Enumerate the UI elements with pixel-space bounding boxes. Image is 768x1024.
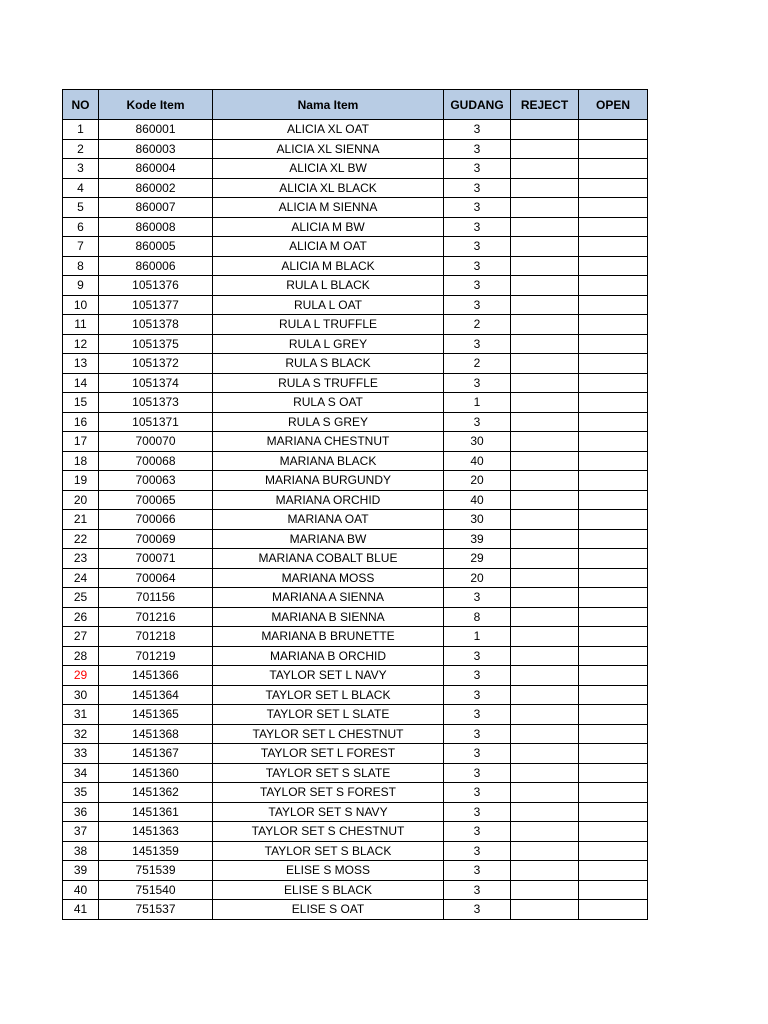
table-row [63,451,648,471]
cell-open [579,607,648,627]
cell-reject [511,295,579,315]
cell-no: 41 [63,900,99,920]
cell-no: 12 [63,334,99,354]
cell-reject [511,490,579,510]
cell-nama-item: RULA L GREY [213,334,444,354]
cell-nama-item: MARIANA BLACK [213,451,444,471]
cell-kode-item: 1451361 [99,802,213,822]
cell-no: 39 [63,861,99,881]
table-row [63,666,648,686]
cell-reject [511,783,579,803]
cell-kode-item: 860004 [99,159,213,179]
cell-nama-item: ALICIA XL BW [213,159,444,179]
table-row [63,646,648,666]
table-row [63,373,648,393]
cell-no: 20 [63,490,99,510]
table-row [63,490,648,510]
table-row [63,432,648,452]
cell-gudang: 29 [444,549,511,569]
table-row [63,159,648,179]
cell-reject [511,120,579,140]
cell-reject [511,588,579,608]
cell-nama-item: TAYLOR SET S SLATE [213,763,444,783]
cell-gudang: 8 [444,607,511,627]
cell-nama-item: TAYLOR SET L NAVY [213,666,444,686]
cell-no: 29 [63,666,99,686]
cell-kode-item: 1451367 [99,744,213,764]
cell-gudang: 2 [444,315,511,335]
cell-gudang: 3 [444,861,511,881]
cell-nama-item: ALICIA M BLACK [213,256,444,276]
cell-gudang: 3 [444,666,511,686]
cell-reject [511,256,579,276]
cell-open [579,295,648,315]
cell-open [579,880,648,900]
cell-reject [511,217,579,237]
cell-open [579,529,648,549]
cell-open [579,744,648,764]
cell-no: 27 [63,627,99,647]
cell-kode-item: 1451362 [99,783,213,803]
cell-nama-item: RULA S OAT [213,393,444,413]
cell-nama-item: ALICIA M SIENNA [213,198,444,218]
cell-no: 30 [63,685,99,705]
header-row [63,90,648,120]
cell-no: 14 [63,373,99,393]
table-row [63,802,648,822]
cell-open [579,432,648,452]
cell-reject [511,568,579,588]
cell-gudang: 3 [444,120,511,140]
cell-reject [511,412,579,432]
cell-reject [511,198,579,218]
cell-nama-item: TAYLOR SET L BLACK [213,685,444,705]
cell-gudang: 1 [444,627,511,647]
cell-reject [511,841,579,861]
cell-open [579,802,648,822]
cell-kode-item: 701156 [99,588,213,608]
cell-no: 3 [63,159,99,179]
cell-open [579,237,648,257]
cell-no: 11 [63,315,99,335]
cell-gudang: 3 [444,295,511,315]
cell-gudang: 1 [444,393,511,413]
cell-nama-item: MARIANA BURGUNDY [213,471,444,491]
cell-open [579,198,648,218]
table-row [63,315,648,335]
cell-gudang: 3 [444,685,511,705]
cell-open [579,900,648,920]
cell-gudang: 3 [444,880,511,900]
cell-kode-item: 1451360 [99,763,213,783]
cell-gudang: 3 [444,646,511,666]
cell-no: 40 [63,880,99,900]
cell-kode-item: 860005 [99,237,213,257]
cell-open [579,471,648,491]
cell-nama-item: ELISE S BLACK [213,880,444,900]
cell-no: 37 [63,822,99,842]
cell-gudang: 3 [444,744,511,764]
cell-gudang: 3 [444,237,511,257]
header-no: NO [63,90,99,120]
cell-gudang: 3 [444,763,511,783]
cell-open [579,393,648,413]
cell-gudang: 39 [444,529,511,549]
inventory-table [62,89,648,920]
cell-reject [511,666,579,686]
table-row [63,763,648,783]
cell-nama-item: ALICIA M OAT [213,237,444,257]
table-row [63,237,648,257]
cell-reject [511,393,579,413]
cell-open [579,783,648,803]
header-gudang: GUDANG [444,90,511,120]
table-row [63,393,648,413]
cell-reject [511,451,579,471]
cell-open [579,724,648,744]
cell-gudang: 30 [444,432,511,452]
cell-nama-item: MARIANA ORCHID [213,490,444,510]
cell-reject [511,373,579,393]
cell-gudang: 3 [444,178,511,198]
cell-kode-item: 700065 [99,490,213,510]
table-row [63,685,648,705]
cell-kode-item: 700063 [99,471,213,491]
cell-open [579,763,648,783]
cell-open [579,276,648,296]
cell-nama-item: TAYLOR SET S FOREST [213,783,444,803]
header-kode-item: Kode Item [99,90,213,120]
cell-nama-item: TAYLOR SET L FOREST [213,744,444,764]
cell-nama-item: RULA S TRUFFLE [213,373,444,393]
table-row [63,783,648,803]
cell-gudang: 20 [444,568,511,588]
cell-reject [511,705,579,725]
cell-open [579,256,648,276]
cell-reject [511,159,579,179]
cell-reject [511,237,579,257]
cell-reject [511,646,579,666]
cell-nama-item: MARIANA A SIENNA [213,588,444,608]
cell-gudang: 3 [444,198,511,218]
cell-open [579,588,648,608]
table-header [63,90,648,120]
cell-gudang: 3 [444,802,511,822]
cell-no: 19 [63,471,99,491]
table-row [63,900,648,920]
cell-kode-item: 1451365 [99,705,213,725]
cell-gudang: 30 [444,510,511,530]
cell-kode-item: 860001 [99,120,213,140]
cell-no: 28 [63,646,99,666]
cell-reject [511,763,579,783]
cell-open [579,861,648,881]
cell-no: 32 [63,724,99,744]
cell-kode-item: 1451364 [99,685,213,705]
cell-no: 38 [63,841,99,861]
cell-open [579,822,648,842]
cell-kode-item: 1051376 [99,276,213,296]
cell-kode-item: 701216 [99,607,213,627]
cell-gudang: 3 [444,412,511,432]
cell-no: 31 [63,705,99,725]
cell-open [579,510,648,530]
cell-no: 13 [63,354,99,374]
cell-no: 21 [63,510,99,530]
cell-kode-item: 1051378 [99,315,213,335]
cell-no: 23 [63,549,99,569]
header-reject: REJECT [511,90,579,120]
table-row [63,822,648,842]
cell-open [579,412,648,432]
cell-open [579,705,648,725]
cell-gudang: 3 [444,841,511,861]
cell-nama-item: MARIANA B SIENNA [213,607,444,627]
cell-open [579,139,648,159]
cell-nama-item: RULA L BLACK [213,276,444,296]
cell-nama-item: RULA S BLACK [213,354,444,374]
table-row [63,276,648,296]
table-row [63,880,648,900]
table-row [63,607,648,627]
cell-no: 9 [63,276,99,296]
cell-no: 16 [63,412,99,432]
cell-kode-item: 1451366 [99,666,213,686]
cell-kode-item: 1051372 [99,354,213,374]
cell-open [579,685,648,705]
cell-gudang: 40 [444,490,511,510]
cell-kode-item: 701218 [99,627,213,647]
table-row [63,841,648,861]
cell-gudang: 20 [444,471,511,491]
table-row [63,510,648,530]
cell-gudang: 3 [444,900,511,920]
cell-nama-item: TAYLOR SET L SLATE [213,705,444,725]
cell-kode-item: 700069 [99,529,213,549]
cell-nama-item: TAYLOR SET S CHESTNUT [213,822,444,842]
table-row [63,198,648,218]
cell-kode-item: 700064 [99,568,213,588]
cell-kode-item: 1451368 [99,724,213,744]
cell-kode-item: 751539 [99,861,213,881]
table-row [63,549,648,569]
cell-nama-item: RULA S GREY [213,412,444,432]
cell-gudang: 3 [444,256,511,276]
cell-nama-item: ELISE S MOSS [213,861,444,881]
cell-no: 15 [63,393,99,413]
cell-reject [511,685,579,705]
cell-open [579,451,648,471]
cell-no: 36 [63,802,99,822]
cell-gudang: 3 [444,705,511,725]
cell-open [579,627,648,647]
table-row [63,568,648,588]
cell-no: 6 [63,217,99,237]
header-nama-item: Nama Item [213,90,444,120]
cell-reject [511,139,579,159]
table-row [63,217,648,237]
cell-reject [511,315,579,335]
cell-nama-item: MARIANA B ORCHID [213,646,444,666]
table-row [63,588,648,608]
cell-no: 1 [63,120,99,140]
cell-no: 35 [63,783,99,803]
cell-open [579,217,648,237]
cell-kode-item: 751540 [99,880,213,900]
table-row [63,354,648,374]
cell-no: 25 [63,588,99,608]
cell-kode-item: 860003 [99,139,213,159]
cell-kode-item: 1051374 [99,373,213,393]
cell-kode-item: 701219 [99,646,213,666]
cell-nama-item: TAYLOR SET S BLACK [213,841,444,861]
cell-gudang: 3 [444,822,511,842]
cell-no: 2 [63,139,99,159]
cell-gudang: 3 [444,373,511,393]
header-open: OPEN [579,90,648,120]
cell-kode-item: 1051373 [99,393,213,413]
cell-nama-item: ELISE S OAT [213,900,444,920]
cell-reject [511,178,579,198]
table-row [63,744,648,764]
cell-no: 33 [63,744,99,764]
cell-no: 22 [63,529,99,549]
cell-nama-item: MARIANA B BRUNETTE [213,627,444,647]
table-row [63,705,648,725]
cell-open [579,666,648,686]
cell-reject [511,549,579,569]
cell-kode-item: 751537 [99,900,213,920]
cell-kode-item: 1051377 [99,295,213,315]
cell-no: 18 [63,451,99,471]
cell-kode-item: 700066 [99,510,213,530]
cell-nama-item: ALICIA XL OAT [213,120,444,140]
cell-nama-item: ALICIA XL BLACK [213,178,444,198]
cell-kode-item: 860008 [99,217,213,237]
cell-kode-item: 700071 [99,549,213,569]
table-row [63,529,648,549]
table-row [63,471,648,491]
cell-reject [511,529,579,549]
cell-reject [511,724,579,744]
table-row [63,139,648,159]
cell-reject [511,744,579,764]
cell-kode-item: 860002 [99,178,213,198]
table-row [63,295,648,315]
cell-open [579,373,648,393]
cell-nama-item: MARIANA CHESTNUT [213,432,444,452]
cell-gudang: 3 [444,783,511,803]
table-row [63,724,648,744]
cell-nama-item: ALICIA M BW [213,217,444,237]
cell-reject [511,510,579,530]
cell-gudang: 40 [444,451,511,471]
cell-nama-item: TAYLOR SET L CHESTNUT [213,724,444,744]
cell-no: 10 [63,295,99,315]
cell-open [579,178,648,198]
cell-reject [511,822,579,842]
cell-reject [511,900,579,920]
cell-open [579,549,648,569]
cell-kode-item: 700070 [99,432,213,452]
cell-open [579,354,648,374]
cell-nama-item: MARIANA OAT [213,510,444,530]
cell-nama-item: RULA L TRUFFLE [213,315,444,335]
cell-open [579,315,648,335]
cell-reject [511,276,579,296]
table-row [63,256,648,276]
cell-nama-item: TAYLOR SET S NAVY [213,802,444,822]
cell-kode-item: 1451359 [99,841,213,861]
cell-nama-item: ALICIA XL SIENNA [213,139,444,159]
cell-reject [511,880,579,900]
cell-gudang: 3 [444,588,511,608]
cell-nama-item: MARIANA BW [213,529,444,549]
cell-gudang: 3 [444,334,511,354]
cell-no: 7 [63,237,99,257]
cell-no: 5 [63,198,99,218]
cell-reject [511,354,579,374]
cell-gudang: 3 [444,724,511,744]
cell-kode-item: 700068 [99,451,213,471]
cell-gudang: 2 [444,354,511,374]
cell-reject [511,334,579,354]
table-body [63,120,648,920]
table-row [63,334,648,354]
cell-nama-item: MARIANA MOSS [213,568,444,588]
cell-kode-item: 1451363 [99,822,213,842]
cell-nama-item: RULA L OAT [213,295,444,315]
cell-no: 26 [63,607,99,627]
cell-reject [511,861,579,881]
cell-reject [511,432,579,452]
cell-kode-item: 860006 [99,256,213,276]
cell-reject [511,627,579,647]
cell-kode-item: 860007 [99,198,213,218]
table-row [63,627,648,647]
cell-gudang: 3 [444,159,511,179]
cell-reject [511,471,579,491]
cell-no: 4 [63,178,99,198]
cell-no: 8 [63,256,99,276]
cell-kode-item: 1051371 [99,412,213,432]
cell-no: 24 [63,568,99,588]
cell-open [579,841,648,861]
cell-no: 17 [63,432,99,452]
cell-open [579,159,648,179]
cell-gudang: 3 [444,217,511,237]
table-row [63,178,648,198]
cell-kode-item: 1051375 [99,334,213,354]
table-row [63,412,648,432]
cell-open [579,646,648,666]
cell-reject [511,607,579,627]
cell-open [579,568,648,588]
table-row [63,861,648,881]
cell-nama-item: MARIANA COBALT BLUE [213,549,444,569]
table-row [63,120,648,140]
cell-open [579,120,648,140]
cell-no: 34 [63,763,99,783]
cell-reject [511,802,579,822]
cell-open [579,490,648,510]
cell-gudang: 3 [444,276,511,296]
cell-gudang: 3 [444,139,511,159]
cell-open [579,334,648,354]
